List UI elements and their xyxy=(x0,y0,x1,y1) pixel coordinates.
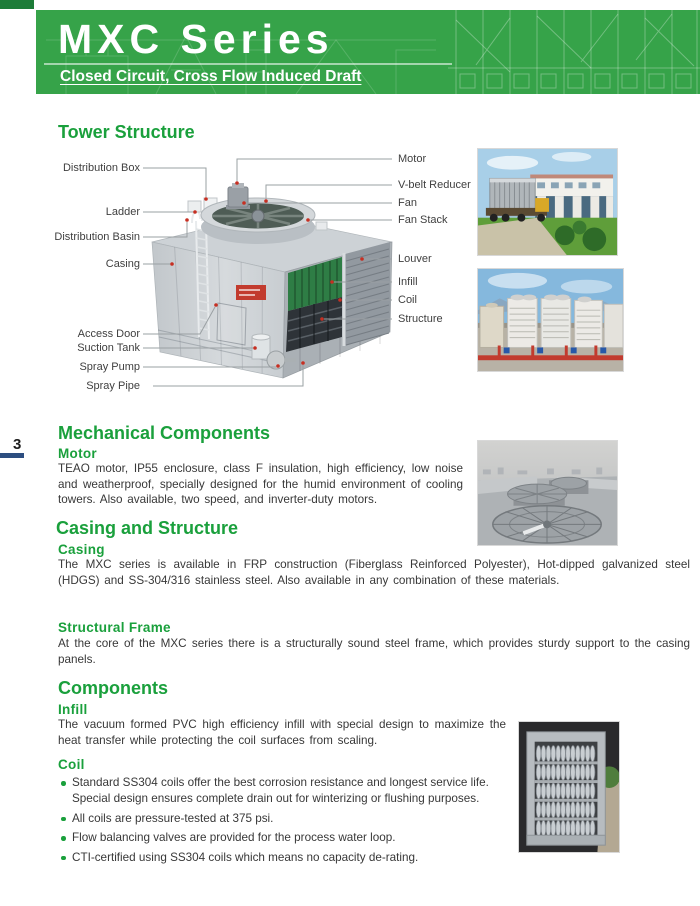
components-heading: Components xyxy=(58,678,168,698)
infill-subheading: Infill xyxy=(58,702,88,717)
coil-bullet: All coils are pressure-tested at 375 psi. xyxy=(58,811,520,827)
banner-divider xyxy=(44,63,452,65)
page-number: 3 xyxy=(13,436,22,453)
casing-structure-heading: Casing and Structure xyxy=(56,518,239,538)
coil-bullet: CTI-certified using SS304 coils which means no capacity de-rating. xyxy=(58,850,520,866)
label-ladder: Ladder xyxy=(105,206,140,218)
label-distribution-basin: Distribution Basin xyxy=(54,231,140,243)
label-motor: Motor xyxy=(398,153,427,165)
mechanical-components-heading: Mechanical Components xyxy=(58,423,271,443)
label-coil: Coil xyxy=(398,294,417,306)
series-title: MXC Series xyxy=(58,16,334,62)
structural-frame-body: At the core of the MXC series there is a structurally sound steel frame, which provides sturdy support to the casing panels. xyxy=(58,637,690,666)
structural-frame-subheading: Structural Frame xyxy=(58,620,171,635)
label-suction-tank: Suction Tank xyxy=(77,342,140,354)
motor-subheading: Motor xyxy=(58,446,97,461)
corner-accent-block xyxy=(0,0,34,9)
header-banner xyxy=(36,10,700,94)
label-spray-pipe: Spray Pipe xyxy=(86,380,140,392)
tower-transport-photo xyxy=(477,148,618,256)
label-vbelt-reducer: V-belt Reducer xyxy=(398,179,471,191)
tower-structure-heading: Tower Structure xyxy=(58,122,195,142)
tower-installation-photo xyxy=(477,268,624,372)
coil-bullet: Standard SS304 coils offer the best corrosion resistance and longest service life. Special design ensures complete drain out for winterizing or flushing purposes. xyxy=(58,775,520,808)
series-subtitle: Closed Circuit, Cross Flow Induced Draft xyxy=(60,68,362,85)
coil-bullet-list xyxy=(58,775,520,869)
coil-photo xyxy=(518,721,620,853)
label-fan-stack: Fan Stack xyxy=(398,214,448,226)
label-distribution-box: Distribution Box xyxy=(62,162,140,174)
fan-deck-photo xyxy=(477,440,618,546)
label-casing: Casing xyxy=(105,258,140,270)
casing-subheading: Casing xyxy=(58,542,105,557)
coil-bullet: Flow balancing valves are provided for the process water loop. xyxy=(58,830,520,846)
label-spray-pump: Spray Pump xyxy=(79,361,140,373)
label-infill: Infill xyxy=(398,276,418,288)
motor-body: TEAO motor, IP55 enclosure, class F insulation, high efficiency, low noise and weatherproof, specially designed for the humid environment of cooling towers. Also available, two speed, and inverter-duty motors. xyxy=(58,462,463,507)
label-structure: Structure xyxy=(398,313,443,325)
label-access-door: Access Door xyxy=(77,328,140,340)
page-number-bar xyxy=(0,453,24,458)
coil-subheading: Coil xyxy=(58,757,85,772)
infill-body: The vacuum formed PVC high efficiency infill with special design to maximize the heat transfer while protecting the coil surfaces from scaling. xyxy=(58,718,506,747)
label-fan: Fan xyxy=(398,197,417,209)
label-louver: Louver xyxy=(398,253,432,265)
casing-body: The MXC series is available in FRP construction (Fiberglass Reinforced Polyester), Hot-dipped galvanized steel (HDGS) and SS-304/316 stainless steel. Also available in any combination of these materials. xyxy=(58,558,690,587)
